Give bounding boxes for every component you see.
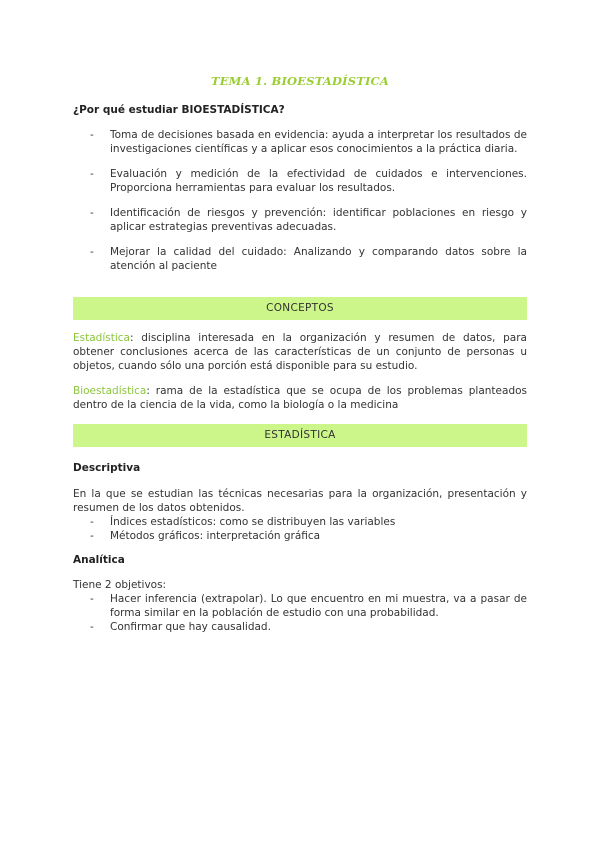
estadistica-heading: ESTADÍSTICA bbox=[73, 424, 527, 447]
definition-estadistica: Estadística: disciplina interesada en la organización y resumen de datos, para obtener conclusiones acerca de las características de un conjunto de personas u objetos, cuando sólo una porción está disponible para su estudio. bbox=[73, 332, 527, 372]
list-item: - Confirmar que hay causalidad. bbox=[90, 621, 271, 633]
analitica-text: Tiene 2 objetivos: bbox=[73, 579, 167, 591]
analitica-title: Analítica bbox=[73, 554, 125, 566]
descriptiva-text: En la que se estudian las técnicas necesarias para la organización, presentación y resumen de los datos obtenidos. bbox=[73, 488, 527, 514]
document-title: TEMA 1. BIOESTADÍSTICA bbox=[210, 74, 390, 88]
list-item: - Identificación de riesgos y prevención: identificar poblaciones en riesgo y aplicar estrategias preventivas adecuadas. bbox=[90, 207, 527, 233]
list-item: - Mejorar la calidad del cuidado: Analizando y comparando datos sobre la atención al paciente bbox=[90, 246, 527, 272]
list-item: - Evaluación y medición de la efectividad de cuidados e intervenciones. Proporciona herramientas para evaluar los resultados. bbox=[90, 168, 527, 194]
section-question: ¿Por qué estudiar BIOESTADÍSTICA? bbox=[73, 104, 285, 116]
analitica-list bbox=[73, 592, 527, 634]
descriptiva-list bbox=[73, 515, 527, 543]
conceptos-heading: CONCEPTOS bbox=[73, 297, 527, 320]
list-item: - Índices estadísticos: como se distribuyen las variables bbox=[90, 516, 396, 528]
list-item: - Toma de decisiones basada en evidencia: ayuda a interpretar los resultados de investigaciones científicas y a aplicar esos conocimientos a la práctica diaria. bbox=[90, 129, 527, 155]
term-bioestadistica: Bioestadística bbox=[73, 385, 147, 397]
term-estadistica: Estadística bbox=[73, 332, 130, 344]
list-item: - Hacer inferencia (extrapolar). Lo que encuentro en mi muestra, va a pasar de forma similar en la población de estudio con una probabilidad. bbox=[90, 593, 527, 619]
descriptiva-title: Descriptiva bbox=[73, 462, 141, 474]
list-item: - Métodos gráficos: interpretación gráfica bbox=[90, 530, 321, 542]
definition-bioestadistica: Bioestadística: rama de la estadística que se ocupa de los problemas planteados dentro de la ciencia de la vida, como la biología o la medicina bbox=[73, 385, 527, 411]
reasons-list bbox=[73, 128, 527, 284]
